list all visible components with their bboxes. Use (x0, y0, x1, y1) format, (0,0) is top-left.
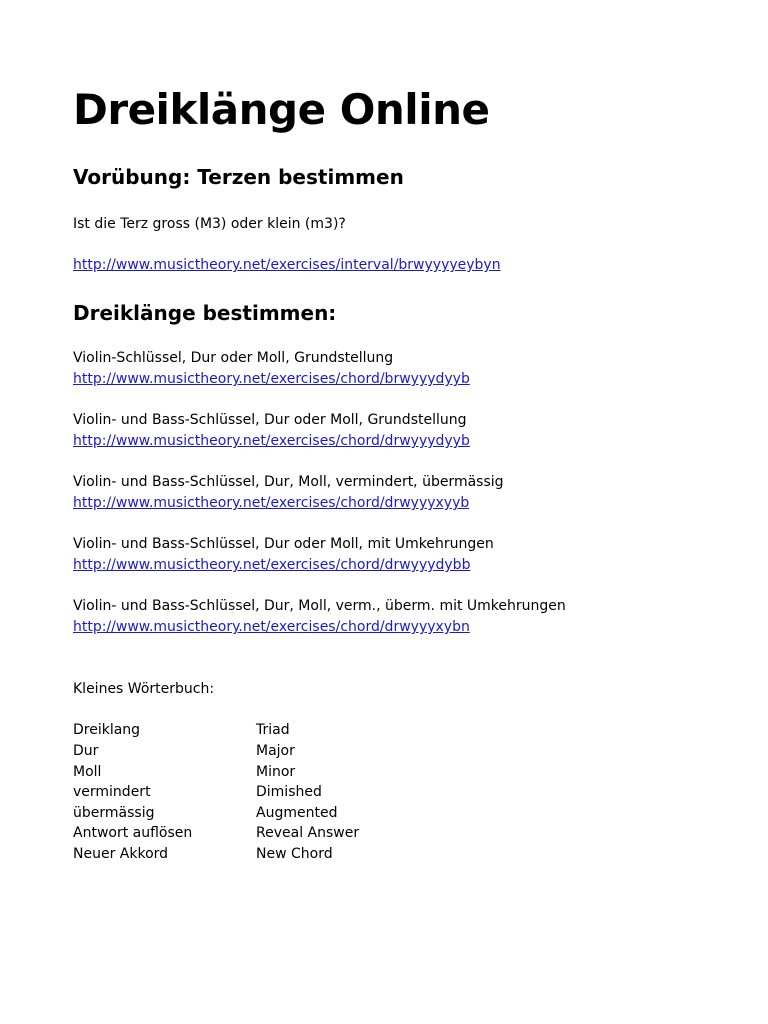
glossary-term-en: New Chord (256, 846, 333, 862)
exercise-label: Violin- und Bass-Schlüssel, Dur oder Moll, mit Umkehrungen (73, 536, 494, 552)
glossary-term-de: übermässig (73, 805, 155, 821)
vorubung-heading: Vorübung: Terzen bestimmen (73, 165, 404, 189)
exercise-link-line (73, 493, 469, 513)
exercise-link[interactable]: http://www.musictheory.net/exercises/chord/drwyyydybb (73, 557, 471, 573)
interval-exercise-link[interactable]: http://www.musictheory.net/exercises/interval/brwyyyyeybyn (73, 257, 501, 273)
glossary-term-en: Augmented (256, 805, 338, 821)
glossary-term-en: Triad (256, 722, 290, 738)
page-title: Dreiklänge Online (73, 85, 490, 134)
glossary-term-de: Antwort auflösen (73, 825, 193, 841)
glossary-row (73, 823, 360, 843)
woerterbuch-heading: Kleines Wörterbuch: (73, 681, 215, 697)
exercise-link[interactable]: http://www.musictheory.net/exercises/chord/drwyyyxybn (73, 619, 470, 635)
glossary-row (73, 844, 333, 864)
glossary-term-de: Dur (73, 743, 99, 759)
glossary-row (73, 762, 296, 782)
glossary-term-en: Major (256, 743, 295, 759)
dreiklaenge-heading: Dreiklänge bestimmen: (73, 301, 337, 325)
glossary-term-de: Moll (73, 764, 102, 780)
glossary-term-de: Dreiklang (73, 722, 141, 738)
glossary-row (73, 782, 322, 802)
exercise-label: Violin-Schlüssel, Dur oder Moll, Grundstellung (73, 350, 394, 366)
glossary-term-en: Minor (256, 764, 296, 780)
glossary-row (73, 720, 290, 740)
glossary-row (73, 803, 338, 823)
glossary-term-de: vermindert (73, 784, 151, 800)
exercise-link[interactable]: http://www.musictheory.net/exercises/chord/brwyyydyyb (73, 371, 470, 387)
exercise-label: Violin- und Bass-Schlüssel, Dur oder Moll, Grundstellung (73, 412, 467, 428)
vorubung-question: Ist die Terz gross (M3) oder klein (m3)? (73, 216, 346, 232)
exercise-label: Violin- und Bass-Schlüssel, Dur, Moll, vermindert, übermässig (73, 474, 504, 490)
exercise-link-line (73, 555, 470, 575)
glossary-term-en: Reveal Answer (256, 825, 360, 841)
exercise-link[interactable]: http://www.musictheory.net/exercises/chord/drwyyyxyyb (73, 495, 470, 511)
exercise-link-line (73, 431, 470, 451)
glossary-row (73, 741, 295, 761)
exercise-link-line (73, 617, 470, 637)
exercise-label: Violin- und Bass-Schlüssel, Dur, Moll, verm., überm. mit Umkehrungen (73, 598, 566, 614)
exercise-link[interactable]: http://www.musictheory.net/exercises/chord/drwyyydyyb (73, 433, 470, 449)
glossary-term-de: Neuer Akkord (73, 846, 169, 862)
exercise-link-line (73, 369, 470, 389)
glossary-term-en: Dimished (256, 784, 322, 800)
vorubung-link-line (73, 255, 501, 275)
